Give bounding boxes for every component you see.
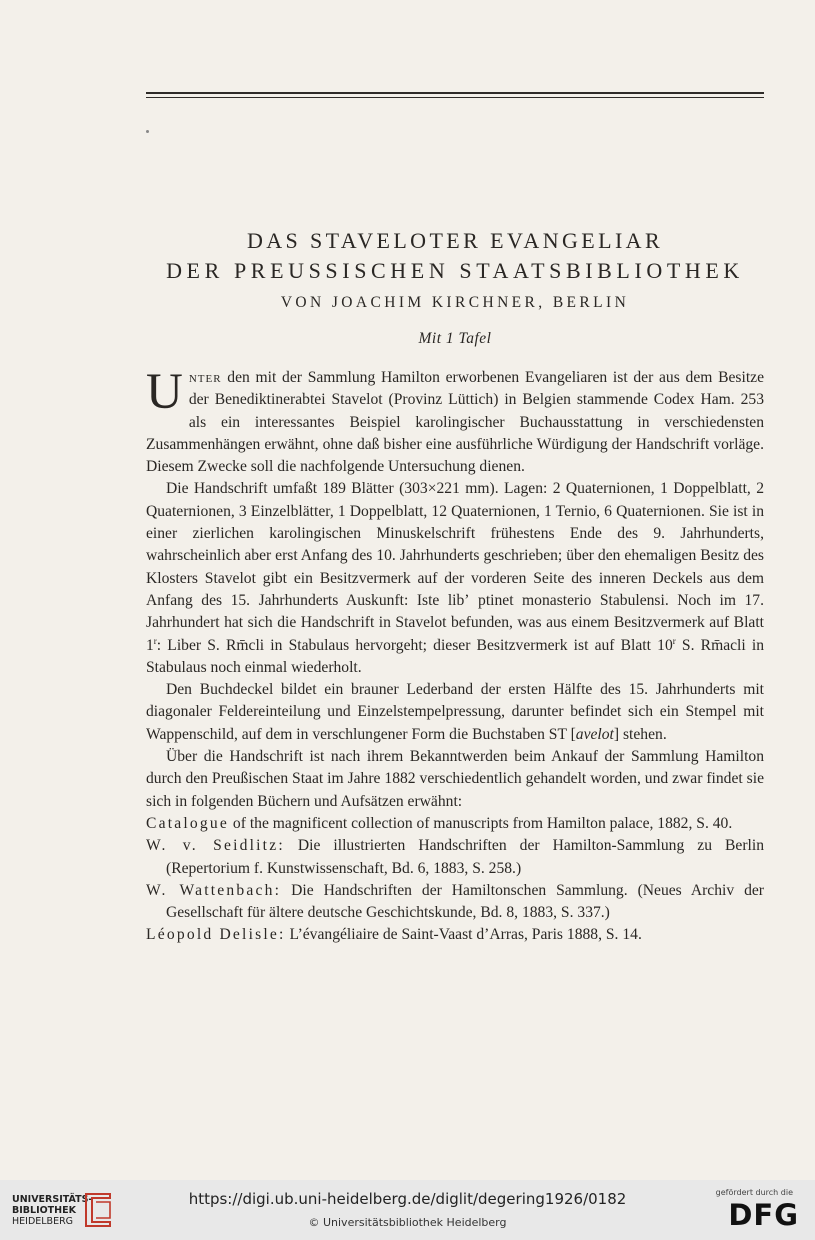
- bibliography-entry: [146, 813, 764, 835]
- dfg-logo[interactable]: DFG: [728, 1198, 799, 1232]
- paragraph-2-text-c: S. Rm̄acli in Stabulaus noch einmal wiederholt.: [146, 636, 765, 676]
- paragraph-2: [146, 478, 764, 679]
- folio-recto-mark: r: [153, 635, 157, 646]
- bib-author: Catalogue: [146, 814, 230, 832]
- plate-note: Mit 1 Tafel: [418, 330, 492, 347]
- footer-bar: [0, 1180, 815, 1240]
- library-name-line: UNIVERSITÄTS-: [12, 1194, 93, 1205]
- paragraph-1-text: den mit der Sammlung Hamilton erworbenen Evangeliaren ist der aus dem Besitze der Benediktinerabtei Stavelot (Provinz Lüttich) in Belgien stammende Codex Ham. 253 als ein interessantes Beispiel karolingischer Buchausstattung in verschiedensten Zusammenhängen erwähnt, ohne daß bisher eine ausführliche Würdigung der Handschrift vorläge. Diesem Zwecke soll die nachfolgende Untersuchung dienen.: [146, 369, 764, 476]
- paragraph-2-text-b: : Liber S. Rm̄cli in Stabulaus hervorgeht; dieser Besitzvermerk ist auf Blatt 10: [156, 636, 673, 654]
- permalink-url[interactable]: https://digi.ub.uni-heidelberg.de/diglit/degering1926/0182: [188, 1190, 627, 1208]
- funding-caption: gefördert durch die: [715, 1188, 793, 1197]
- opening-small-caps: nter: [188, 369, 222, 386]
- bib-text: L’évangéliaire de Saint-Vaast d’Arras, Paris 1888, S. 14.: [285, 926, 642, 944]
- paper-speck: [146, 130, 149, 133]
- paragraph-3-italic: avelot: [575, 725, 614, 743]
- copyright-notice: © Universitätsbibliothek Heidelberg: [308, 1216, 507, 1229]
- paragraph-4: Über die Handschrift ist nach ihrem Bekanntwerden beim Ankauf der Sammlung Hamilton durch den Preußischen Staat im Jahre 1882 verschiedentlich gehandelt worden, und zwar findet sie sich in folgenden Büchern und Aufsätzen erwähnt:: [146, 748, 764, 810]
- paragraph-3-text-b: ] stehen.: [613, 725, 667, 743]
- author-line: VON JOACHIM KIRCHNER, BERLIN: [280, 294, 630, 311]
- paragraph-2-text-a: Die Handschrift umfaßt 189 Blätter (303×221 mm). Lagen: 2 Quaternionen, 1 Doppelblatt, 2 Quaternionen, 3 Einzelblätter, 1 Doppelblatt, 12 Quaternionen, 1 Ternio, 6 Quaternionen. Sie ist in einer zierlichen karolingischen Minuskelschrift frühestens Ende des 9. Jahrhunderts, wahrscheinlich aber erst Anfang des 10. Jahrhunderts geschrieben; über den ehemaligen Besitz des Klosters Stavelot gibt ein Besitzvermerk auf der vorderen Seite des inneren Deckels aus dem Anfang des 15. Jahrhunderts Auskunft: Iste libʼ ptinet monasterio Stabulensi. Noch im 17. Jahrhundert hat sich die Handschrift in Stavelot befunden, was aus einem Besitzvermerk auf Blatt 1: [146, 480, 764, 654]
- header-rule-thick: [146, 92, 764, 94]
- bib-author: W. v. Seidlitz:: [146, 837, 285, 855]
- bibliography-entry: [146, 835, 764, 880]
- paragraph-1: [146, 364, 764, 478]
- bib-author: W. Wattenbach:: [146, 881, 282, 899]
- drop-cap: U: [146, 364, 183, 420]
- bibliography-entry: [146, 880, 764, 925]
- bib-author: Léopold Delisle:: [146, 926, 286, 944]
- article-body: [146, 364, 765, 947]
- paragraph-3: [146, 679, 764, 746]
- bib-text: of the magnificent collection of manuscripts from Hamilton palace, 1882, S. 40.: [229, 814, 733, 832]
- header-rule-thin: [146, 97, 764, 98]
- bib-text: Die illustrierten Handschriften der Hamilton-Sammlung zu Berlin (Repertorium f. Kunstwissenschaft, Bd. 6, 1883, S. 258.): [166, 837, 764, 877]
- library-name-line: HEIDELBERG: [12, 1216, 74, 1227]
- bibliography-entry: [146, 924, 764, 946]
- title-line-2: DER PREUSSISCHEN STAATSBIBLIOTHEK: [166, 258, 744, 283]
- library-name-line: BIBLIOTHEK: [12, 1205, 76, 1216]
- folio-recto-mark: r: [672, 635, 676, 646]
- title-line-1: DAS STAVELOTER EVANGELIAR: [246, 228, 664, 253]
- paragraph-3-text-a: Den Buchdeckel bildet ein brauner Lederband der ersten Hälfte des 15. Jahrhunderts mit diagonaler Feldereinteilung und Einzelstempelpressung, darunter befindet sich ein Stempel mit Wappenschild, auf dem in verschlungener Form die Buchstaben ST [: [146, 681, 764, 743]
- bib-text: Die Handschriften der Hamiltonschen Sammlung. (Neues Archiv der Gesellschaft für ältere deutsche Geschichtskunde, Bd. 8, 1883, S. 337.): [166, 881, 764, 922]
